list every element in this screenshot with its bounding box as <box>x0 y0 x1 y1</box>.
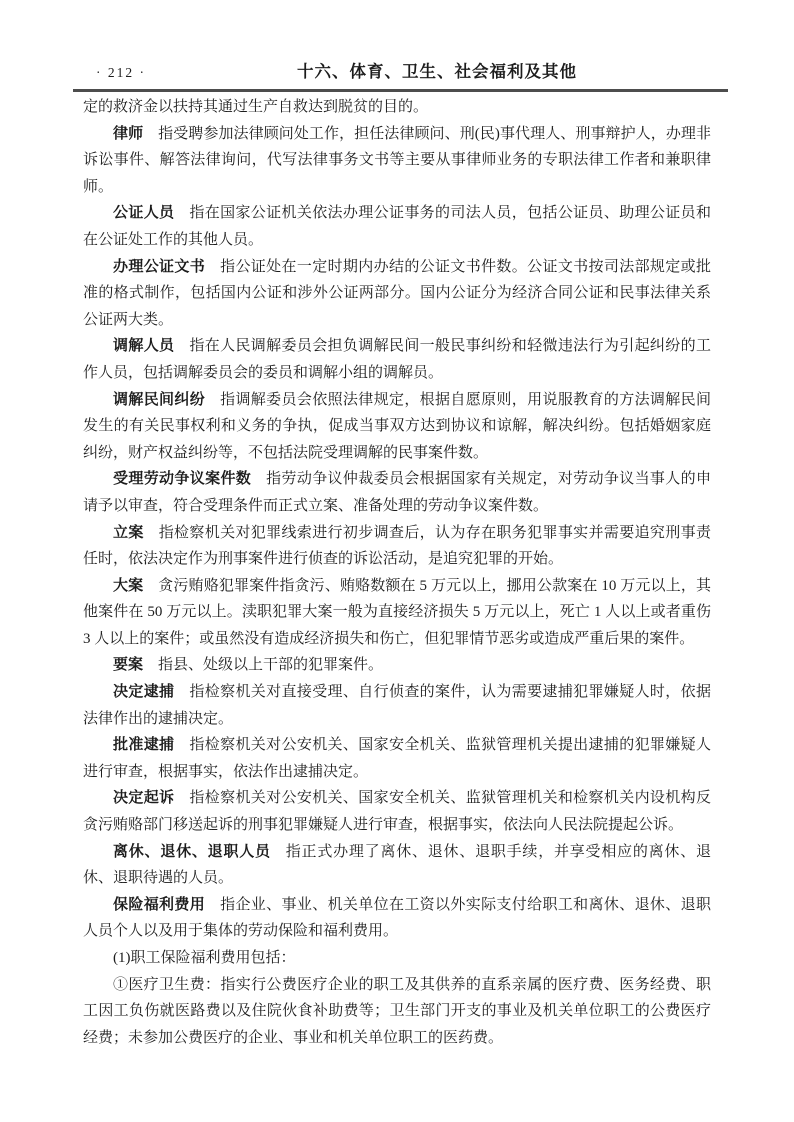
term-label: 决定起诉 <box>113 790 175 807</box>
term-label: 律师 <box>113 125 144 142</box>
term-label: 调解人员 <box>113 338 175 355</box>
term-label: 要案 <box>113 657 144 674</box>
term-definition: 指检察机关对公安机关、国家安全机关、监狱管理机关提出逮捕的犯罪嫌疑人进行审查，根据事实，依法作出逮捕决定。 <box>83 737 711 780</box>
definition-paragraph <box>83 679 711 732</box>
term-definition: 指受聘参加法律顾问处工作，担任法律顾问、刑(民)事代理人、刑事辩护人，办理非诉讼事件、解答法律询问，代写法律事务文书等主要从事律师业务的专职法律工作者和兼职律师。 <box>83 125 711 195</box>
body-text <box>83 94 711 1051</box>
term-label: 受理劳动争议案件数 <box>113 471 252 488</box>
term-definition: (1)职工保险福利费用包括： <box>113 950 296 966</box>
term-label: 批准逮捕 <box>113 737 175 754</box>
term-definition: 指正式办理了离休、退休、退职手续，并享受相应的离休、退休、退职待遇的人员。 <box>83 843 711 887</box>
term-definition: ①医疗卫生费：指实行公费医疗企业的职工及其供养的直系亲属的医疗费、医务经费、职工因工负伤就医路费以及住院伙食补助费等；卫生部门开支的事业及机关单位职工的公费医疗经费；未参加公费医疗的企业、事业和机关单位职工的医药费。 <box>83 976 711 1046</box>
term-label: 保险福利费用 <box>113 896 206 913</box>
term-definition: 指检察机关对直接受理、自行侦查的案件，认为需要逮捕犯罪嫌疑人时，依据法律作出的逮捕决定。 <box>83 684 711 727</box>
term-label: 办理公证文书 <box>113 258 206 275</box>
definition-paragraph <box>83 892 711 945</box>
term-label: 离休、退休、退职人员 <box>113 843 271 860</box>
term-label: 决定逮捕 <box>113 684 175 701</box>
term-definition: 贪污贿赂犯罪案件指贪污、贿赂数额在 5 万元以上，挪用公款案在 10 万元以上，其他案件在 50 万元以上。渎职犯罪大案一般为直接经济损失 5 万元以上，死亡 1 人以上或者重伤 3 人以上的案件；或虽然没有造成经济损失和伤亡，但犯罪情节恶劣或造成严重后果的案件。 <box>83 577 711 647</box>
term-definition: 指企业、事业、机关单位在工资以外实际支付给职工和离休、退休、退职人员个人以及用于集体的劳动保险和福利费用。 <box>83 896 711 940</box>
term-definition: 指县、处级以上干部的犯罪案件。 <box>158 657 384 674</box>
term-label: 公证人员 <box>113 205 175 222</box>
definition-paragraph <box>83 785 711 838</box>
term-definition: 指在人民调解委员会担负调解民间一般民事纠纷和轻微违法行为引起纠纷的工作人员，包括调解委员会的委员和调解小组的调解员。 <box>83 338 711 381</box>
definition-paragraph <box>83 254 711 334</box>
term-definition: 指公证处在一定时期内办结的公证文书件数。公证文书按司法部规定或批准的格式制作，包括国内公证和涉外公证两部分。国内公证分为经济合同公证和民事法律关系公证两大类。 <box>83 258 711 328</box>
definition-paragraph <box>83 333 711 386</box>
page-header <box>73 58 728 92</box>
term-definition: 指检察机关对犯罪线索进行初步调查后，认为存在职务犯罪事实并需要追究刑事责任时，依法决定作为刑事案件进行侦查的诉讼活动，是追究犯罪的开始。 <box>83 524 711 568</box>
definition-paragraph <box>83 972 711 1052</box>
definition-paragraph <box>83 94 711 121</box>
page-number: · 212 · <box>96 65 146 80</box>
definition-paragraph <box>83 945 711 972</box>
term-label: 立案 <box>113 524 144 541</box>
term-label: 大案 <box>113 577 144 594</box>
definition-paragraph <box>83 573 711 653</box>
term-definition: 指在国家公证机关依法办理公证事务的司法人员，包括公证员、助理公证员和在公证处工作的其他人员。 <box>83 205 711 248</box>
definition-paragraph <box>83 466 711 519</box>
term-definition: 定的救济金以扶持其通过生产自救达到脱贫的目的。 <box>83 99 429 115</box>
term-definition: 指检察机关对公安机关、国家安全机关、监狱管理机关和检察机关内设机构反贪污贿赂部门移送起诉的刑事犯罪嫌疑人进行审查，根据事实，依法向人民法院提起公诉。 <box>83 790 711 834</box>
term-label: 调解民间纠纷 <box>113 391 206 408</box>
definition-paragraph <box>83 520 711 573</box>
definition-paragraph <box>83 652 711 679</box>
term-definition: 指劳动争议仲裁委员会根据国家有关规定，对劳动争议当事人的申请予以审查，符合受理条件而正式立案、准备处理的劳动争议案件数。 <box>83 471 711 514</box>
definition-paragraph <box>83 121 711 201</box>
definition-paragraph <box>83 387 711 467</box>
chapter-title: 十六、体育、卫生、社会福利及其他 <box>297 62 577 81</box>
definition-paragraph <box>83 200 711 253</box>
definition-paragraph <box>83 839 711 892</box>
term-definition: 指调解委员会依照法律规定，根据自愿原则，用说服教育的方法调解民间发生的有关民事权利和义务的争执，促成当事双方达到协议和谅解，解决纠纷。包括婚姻家庭纠纷，财产权益纠纷等，不包括法院受理调解的民事案件数。 <box>83 391 711 461</box>
definition-paragraph <box>83 732 711 785</box>
